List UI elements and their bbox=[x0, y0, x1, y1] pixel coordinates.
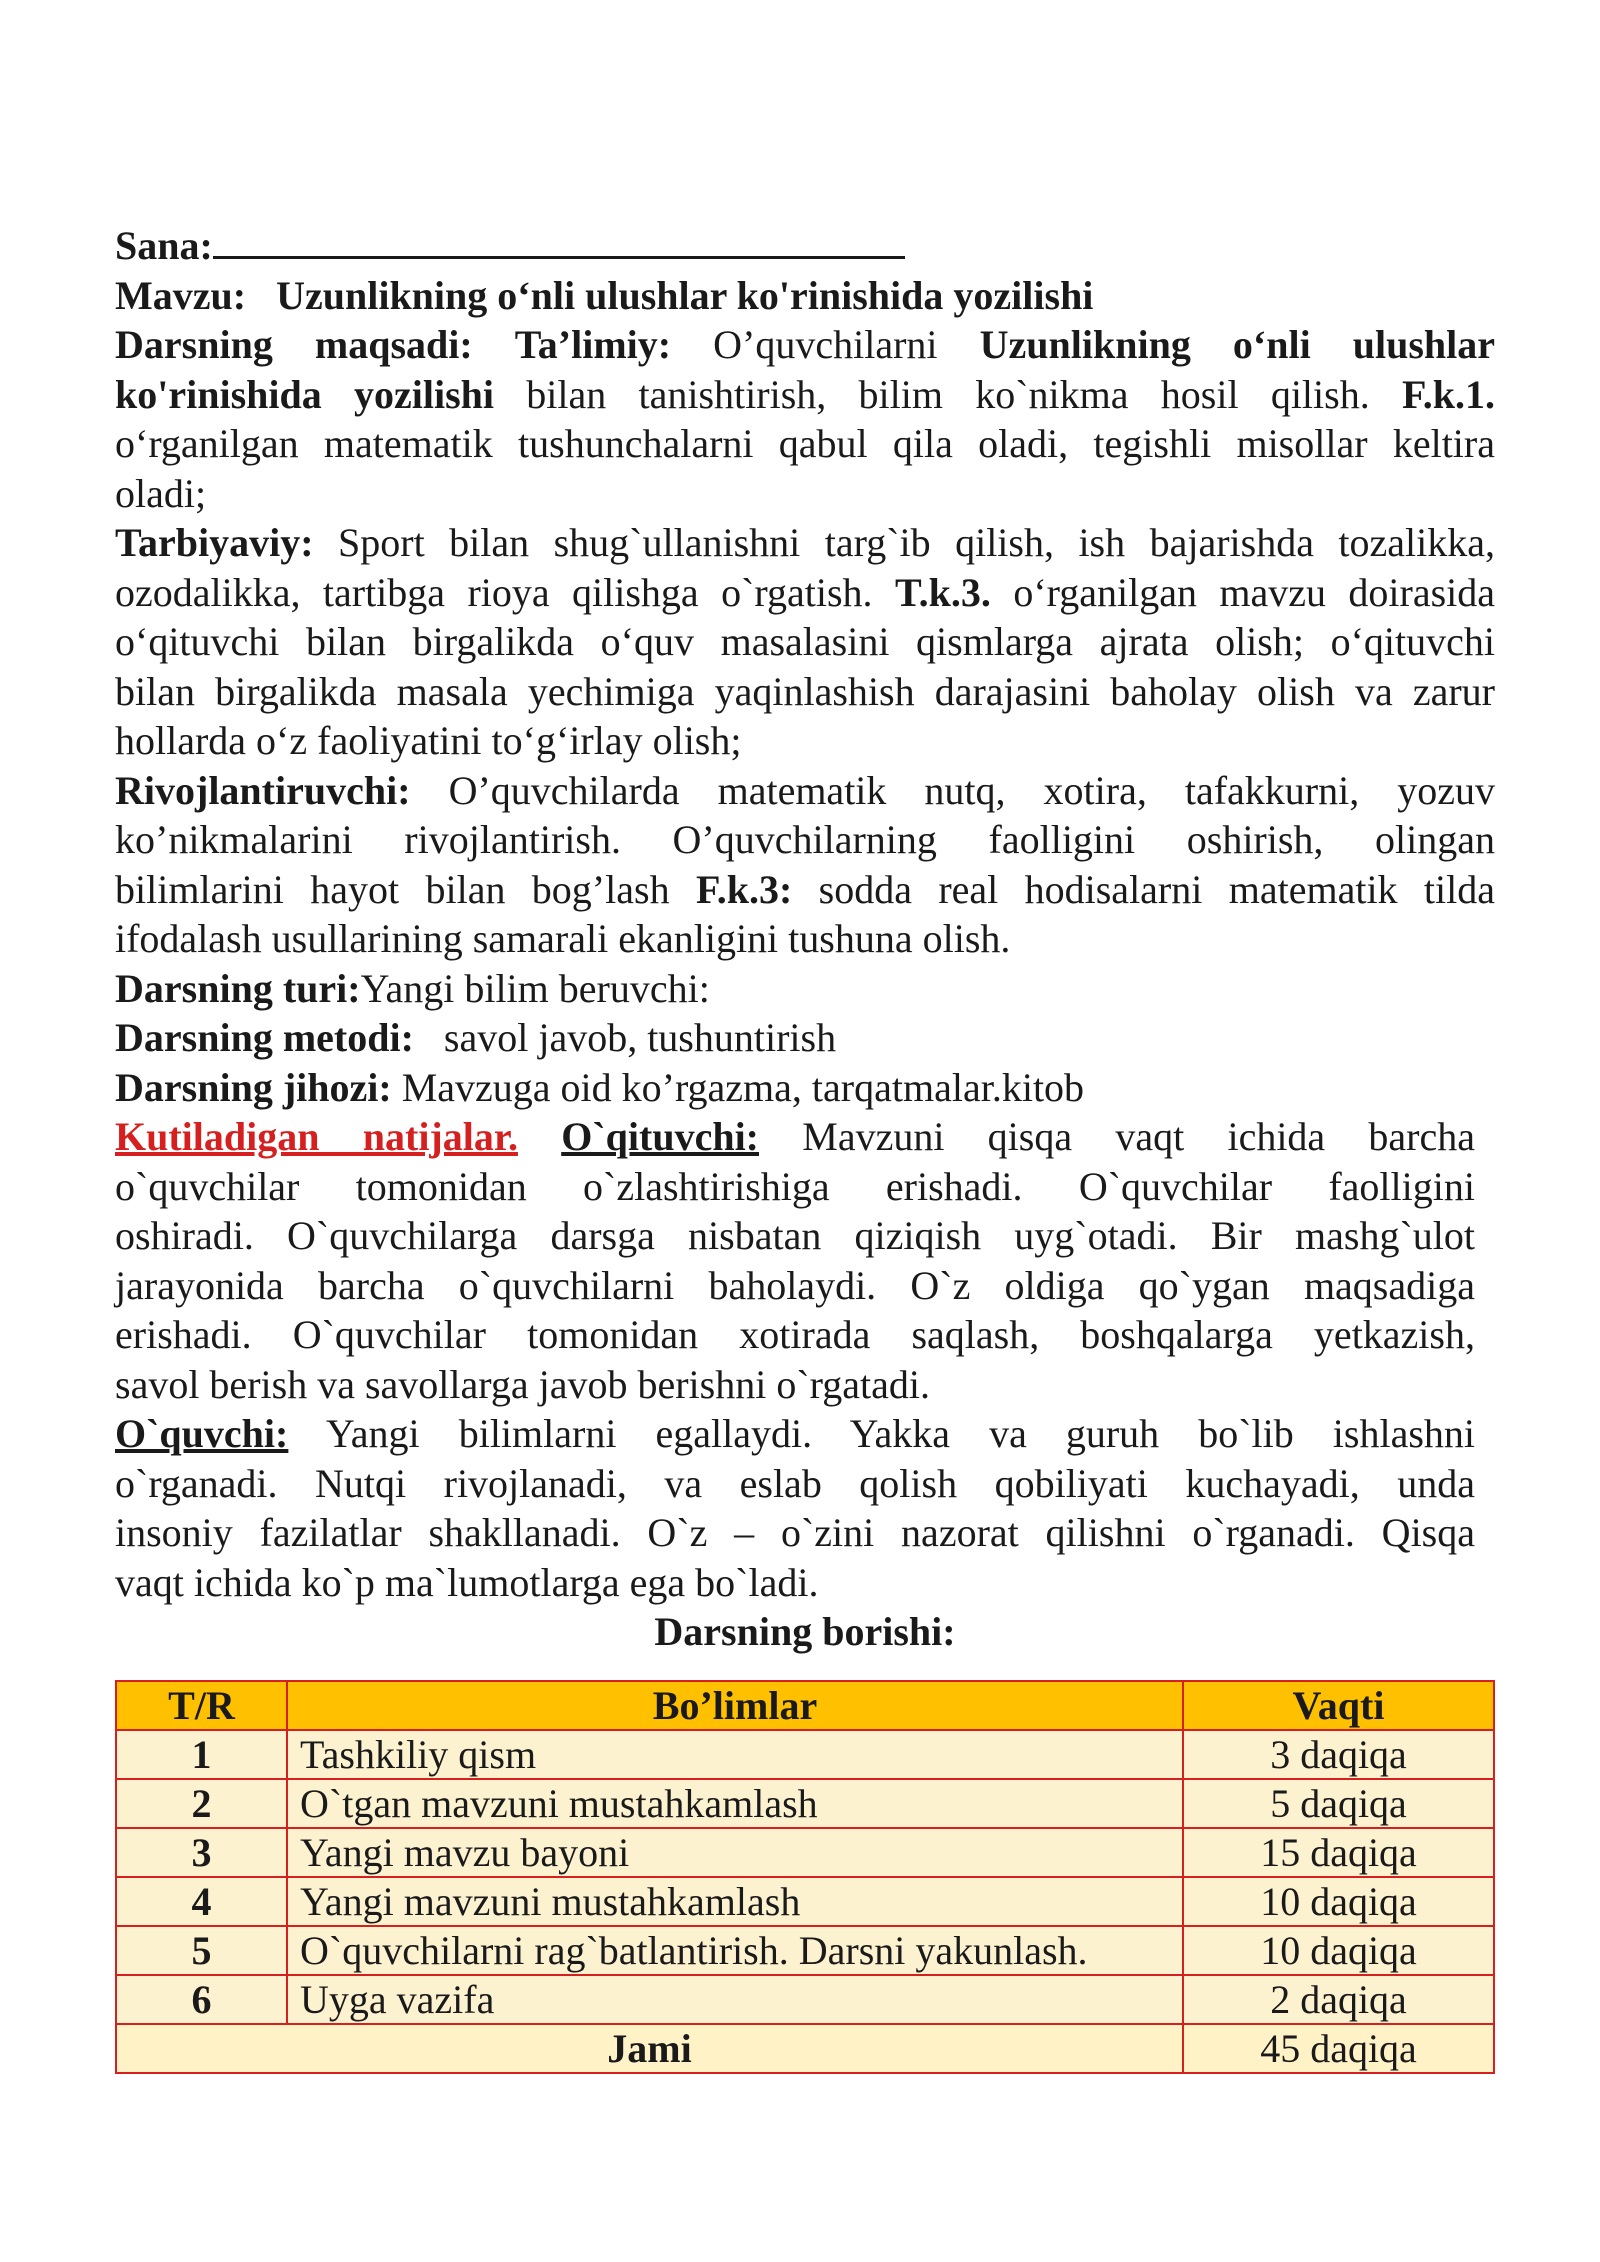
student-line-3: insoniy fazilatlar shakllanadi. O`z – o`zini nazorat qilishni o`rganadi. Qisqa bbox=[115, 1510, 1475, 1555]
lesson-schedule-table bbox=[115, 1680, 1495, 2074]
topic-title: Uzunlikning o‘nli ulushlar ko'rinishida yozilishi bbox=[276, 272, 1094, 318]
row-time: 10 daqiqa bbox=[1183, 1926, 1494, 1975]
row-time: 10 daqiqa bbox=[1183, 1877, 1494, 1926]
development-text-1: O’quvchilarda matematik nutq, xotira, tafakkurni, yozuv bbox=[448, 767, 1496, 813]
results-line-2: o`quvchilar tomonidan o`zlashtirishiga erishadi. O`quvchilar faolligini bbox=[115, 1163, 1475, 1209]
upbringing-text-2: ozodalikka, tartibga rioya qilishga o`rgatish. bbox=[115, 569, 873, 615]
date-label: Sana: bbox=[115, 223, 213, 268]
upbringing-text-2b: o‘rganilgan mavzu doirasida bbox=[1013, 569, 1496, 615]
header-time: Vaqti bbox=[1183, 1681, 1494, 1730]
lesson-type-value: Yangi bilim beruvchi: bbox=[360, 965, 710, 1011]
table-header-row bbox=[116, 1681, 1494, 1730]
expected-results-label: Kutiladigan natijalar. bbox=[115, 1114, 518, 1159]
development-line-2: ko’nikmalarini rivojlantirish. O’quvchilarning faolligini oshirish, olingan bbox=[115, 817, 1495, 862]
lesson-method-value: savol javob, tushuntirish bbox=[443, 1015, 837, 1060]
upbringing-line-5: hollarda o‘z faoliyatini to‘g‘irlay olish; bbox=[115, 718, 742, 763]
lesson-type-line bbox=[115, 964, 1495, 1014]
row-section: Yangi mavzu bayoni bbox=[287, 1828, 1183, 1877]
row-section: Yangi mavzuni mustahkamlash bbox=[287, 1877, 1183, 1926]
student-text-1: Yangi bilimlarni egallaydi. Yakka va guruh bo`lib ishlashni bbox=[325, 1411, 1476, 1456]
table-row bbox=[116, 1926, 1494, 1975]
lesson-equipment-value: Mavzuga oid ko’rgazma, tarqatmalar.kitob bbox=[401, 1064, 1085, 1110]
row-number: 5 bbox=[116, 1926, 287, 1975]
results-line-4: jarayonida barcha o`quvchilarni baholaydi. O`z oldiga qo`ygan maqsadiga bbox=[115, 1262, 1475, 1308]
goal-topic-bold: Uzunlikning o‘nli ulushlar bbox=[979, 322, 1496, 367]
development-line-3 bbox=[115, 865, 1495, 915]
goal-label: Darsning maqsadi: bbox=[115, 322, 473, 367]
row-time: 5 daqiqa bbox=[1183, 1779, 1494, 1828]
goal-fk-code: F.k.1. bbox=[1401, 371, 1495, 417]
row-number: 6 bbox=[116, 1975, 287, 2024]
goal-text-2: bilan tanishtirish, bilim ko`nikma hosil qilish. bbox=[526, 371, 1370, 417]
lesson-progress-title: Darsning borishi: bbox=[654, 1609, 956, 1654]
row-time: 2 daqiqa bbox=[1183, 1975, 1494, 2024]
upbringing-line-1 bbox=[115, 518, 1495, 568]
date-blank-field bbox=[213, 220, 905, 259]
development-fk-code: F.k.3: bbox=[695, 866, 793, 912]
lesson-type-label: Darsning turi: bbox=[115, 965, 361, 1011]
lesson-method-line bbox=[115, 1013, 1495, 1063]
table-total-row bbox=[116, 2024, 1494, 2073]
development-text-3: bilimlarini hayot bilan bog’lash bbox=[115, 866, 670, 912]
topic-line bbox=[115, 271, 1495, 321]
row-section: O`tgan mavzuni mustahkamlash bbox=[287, 1779, 1183, 1828]
date-line bbox=[115, 220, 1495, 271]
upbringing-text-1: Sport bilan shug`ullanishni targ`ib qilish, ish bajarishda tozalikka, bbox=[338, 520, 1496, 565]
goal-text: O’quvchilarni bbox=[713, 322, 938, 367]
lesson-plan-document bbox=[115, 220, 1495, 1657]
results-line-1 bbox=[115, 1112, 1495, 1162]
development-text-3b: sodda real hodisalarni matematik tilda bbox=[818, 866, 1496, 912]
goal-topic-bold-2: ko'rinishida yozilishi bbox=[115, 371, 495, 417]
results-line-3: oshiradi. O`quvchilarga darsga nisbatan qiziqish uyg`otadi. Bir mashg`ulot bbox=[115, 1213, 1475, 1258]
development-line-1 bbox=[115, 766, 1495, 816]
table-row bbox=[116, 1828, 1494, 1877]
goal-line-2 bbox=[115, 370, 1495, 420]
row-section: Uyga vazifa bbox=[287, 1975, 1183, 2024]
student-label: O`quvchi: bbox=[115, 1411, 289, 1456]
development-label: Rivojlantiruvchi: bbox=[115, 767, 411, 813]
row-section: O`quvchilarni rag`batlantirish. Darsni yakunlash. bbox=[287, 1926, 1183, 1975]
row-time: 3 daqiqa bbox=[1183, 1730, 1494, 1779]
table-row bbox=[116, 1975, 1494, 2024]
row-number: 2 bbox=[116, 1779, 287, 1828]
upbringing-line-4: bilan birgalikda masala yechimiga yaqinlashish darajasini baholay olish va zarur bbox=[115, 668, 1495, 714]
upbringing-line-2 bbox=[115, 568, 1495, 618]
development-line-4: ifodalash usullarining samarali ekanligini tushuna olish. bbox=[115, 916, 1011, 961]
lesson-equipment-line bbox=[115, 1063, 1495, 1113]
upbringing-line-3: o‘qituvchi bilan birgalikda o‘quv masalasini qismlarga ajrata olish; o‘qituvchi bbox=[115, 619, 1495, 664]
row-time: 15 daqiqa bbox=[1183, 1828, 1494, 1877]
results-line-5: erishadi. O`quvchilar tomonidan xotirada saqlash, boshqalarga yetkazish, bbox=[115, 1312, 1475, 1357]
student-line-2: o`rganadi. Nutqi rivojlanadi, va eslab qolish qobiliyati kuchayadi, unda bbox=[115, 1460, 1475, 1506]
header-sections: Bo’limlar bbox=[287, 1681, 1183, 1730]
student-line-1 bbox=[115, 1409, 1495, 1459]
total-time: 45 daqiqa bbox=[1183, 2024, 1494, 2073]
row-section: Tashkiliy qism bbox=[287, 1730, 1183, 1779]
topic-label: Mavzu: bbox=[115, 272, 247, 318]
educational-label: Ta’limiy: bbox=[514, 322, 672, 367]
table-row bbox=[116, 1779, 1494, 1828]
lesson-equipment-label: Darsning jihozi: bbox=[115, 1064, 392, 1110]
table-row bbox=[116, 1730, 1494, 1779]
goal-line-3: o‘rganilgan matematik tushunchalarni qabul qila oladi, tegishli misollar keltira bbox=[115, 421, 1495, 466]
table-row bbox=[116, 1877, 1494, 1926]
row-number: 4 bbox=[116, 1877, 287, 1926]
row-number: 1 bbox=[116, 1730, 287, 1779]
row-number: 3 bbox=[116, 1828, 287, 1877]
goal-line-1 bbox=[115, 320, 1495, 370]
total-label: Jami bbox=[116, 2024, 1183, 2073]
results-line-6: savol berish va savollarga javob berishni o`rgatadi. bbox=[115, 1361, 930, 1407]
goal-line-4: oladi; bbox=[115, 470, 207, 516]
upbringing-label: Tarbiyaviy: bbox=[115, 520, 314, 565]
teacher-label: O`qituvchi: bbox=[561, 1114, 759, 1159]
upbringing-tk-code: T.k.3. bbox=[894, 569, 991, 615]
results-text-1: Mavzuni qisqa vaqt ichida barcha bbox=[802, 1114, 1476, 1159]
lesson-method-label: Darsning metodi: bbox=[115, 1015, 414, 1060]
header-number: T/R bbox=[116, 1681, 287, 1730]
student-line-4: vaqt ichida ko`p ma`lumotlarga ega bo`ladi. bbox=[115, 1559, 819, 1605]
